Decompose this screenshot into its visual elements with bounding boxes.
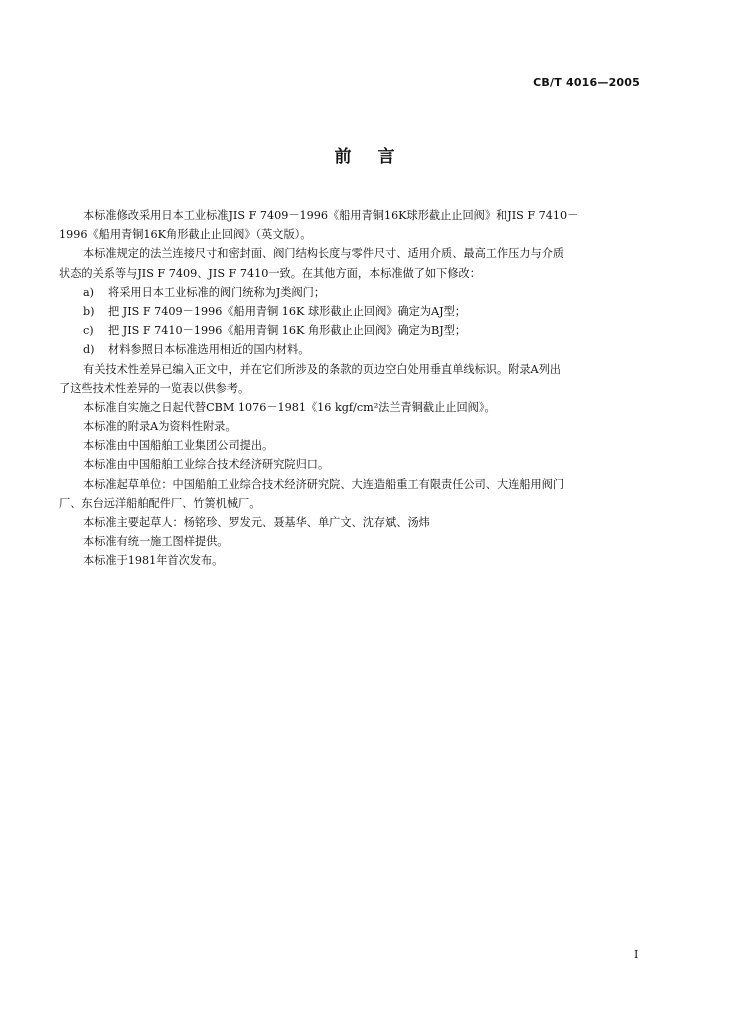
list-item	[83, 302, 657, 321]
list-item-text: 把 JIS F 7410－1996《船用青铜 16K 角形截止止回阀》确定为BJ型；	[108, 324, 467, 338]
paragraph-line: 本标准修改采用日本工业标准JIS F 7409－1996《船用青铜16K球形截止止回阀》和JIS F 7410－	[83, 209, 579, 222]
list-item	[83, 321, 657, 340]
list-marker: d)	[83, 343, 95, 357]
list-item	[83, 283, 657, 302]
paragraph-line: 本标准规定的法兰连接尺寸和密封面、阀门结构长度与零件尺寸、适用介质、最高工作压力与介质	[83, 247, 565, 261]
page-title: 前言	[334, 147, 421, 167]
paragraph-line: 本标准于1981年首次发布。	[83, 554, 224, 568]
list-item	[83, 340, 657, 359]
paragraph-line: 厂、东台远洋船舶配件厂、竹箦机械厂。	[59, 496, 261, 510]
list-marker: b)	[83, 304, 95, 318]
paragraph-line: 本标准主要起草人：杨铭珍、罗发元、聂基华、单广文、沈存斌、汤炜	[83, 516, 430, 529]
paragraph-line: 本标准自实施之日起代替CBM 1076－1981《16 kgf/cm²法兰青铜截止止回阀》。	[83, 400, 496, 414]
paragraph-line: 本标准的附录A为资料性附录。	[83, 420, 237, 434]
paragraph-line: 了这些技术性差异的一览表以供参考。	[59, 381, 250, 395]
paragraph-line: 有关技术性差异已编入正文中，并在它们所涉及的条款的页边空白处用垂直单线标识。附录A列出	[83, 362, 561, 376]
paragraph-line: 本标准有统一施工图样提供。	[83, 535, 229, 549]
paragraph-line: 本标准起草单位：中国船舶工业综合技术经济研究院、大连造船重工有限责任公司、大连船用阀门	[83, 477, 565, 491]
foreword-body	[59, 206, 657, 571]
paragraph-line: 本标准由中国船舶工业综合技术经济研究院归口。	[83, 458, 330, 472]
page-number: I	[634, 948, 639, 961]
list-item-text: 材料参照日本标准选用相近的国内材料。	[108, 343, 310, 357]
list-item-text: 将采用日本工业标准的阀门统称为J类阀门；	[108, 285, 326, 299]
paragraph-line: 本标准由中国船舶工业集团公司提出。	[83, 439, 274, 453]
paragraph-line: 状态的关系等与JIS F 7409、JIS F 7410一致。在其他方面，本标准做了如下修改：	[59, 266, 481, 280]
paragraph-line: 1996《船用青铜16K角形截止止回阀》（英文版）。	[59, 228, 312, 242]
standard-code: CB/T 4016—2005	[533, 76, 640, 89]
list-marker: a)	[83, 285, 95, 299]
list-marker: c)	[83, 324, 94, 338]
list-item-text: 把 JIS F 7409－1996《船用青铜 16K 球形截止止回阀》确定为AJ型；	[108, 304, 466, 318]
